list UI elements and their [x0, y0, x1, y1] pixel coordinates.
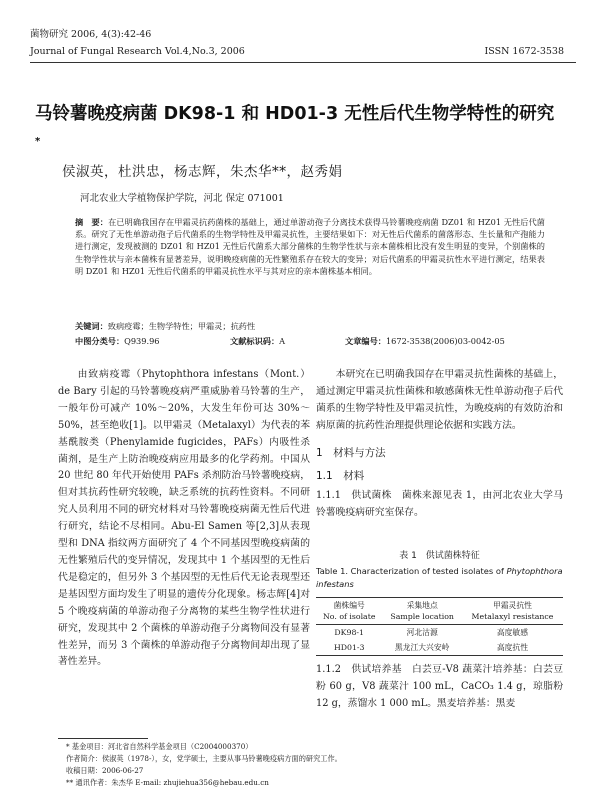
section-1-1-1-text: 菌株来源见表 1，由河北农业大学马铃薯晚疫病研究室保存。 [316, 490, 563, 519]
table-caption-en [316, 565, 563, 590]
table-caption-en-prefix: Table 1. Characterization of tested isolates of [316, 566, 507, 576]
article-number [345, 336, 505, 347]
footnote-received: 收稿日期：2006-06-27 [66, 766, 144, 775]
footnote-rule [58, 738, 148, 739]
article-value: 1672-3538(2006)03-0042-05 [385, 336, 505, 346]
clc-number [75, 336, 160, 347]
intro-paragraph: 由致病疫霉（Phytophthora infestans（Mont.）de Bary 引起的马铃薯晚疫病严重威胁着马铃薯的生产，一般年份可减产 10%～20%，大发生年份可达 30%～50%，甚至绝收[1]。以甲霜灵（Metalaxyl）为代表的苯基酰胺类（Phenylamide fugicides，PAFs）内吸性杀菌剂，是生产上防治晚疫病应用最多的化学药剂。中国从 20 世纪 80 年代开始使用 PAFs 杀剂防治马铃薯晚疫病，但对其抗药性研究较晚，缺乏系统的抗药性资料。不同研究人员利用不同的研究材料对马铃薯晚疫病菌无性后代进行研究，结论不尽相同。Abu-El Samen 等[2,3]从表现型和 DNA 指纹两方面研究了 4 个不同基因型晚疫病菌的无性繁殖后代的变异情况，发现其中 1 个基因型的无性后代是稳定的，但另外 3 个基因型的无性后代无论表现型还是基因型方面均发生了明显的遗传分化现象。杨志辉[4]对 5 个晚疫病菌的单游动孢子分离物的某些生物学性状进行研究，发现其中 2 个菌株的单游动孢子分离物间没有显著性差异，而另 3 个菌株的单游动孢子分离物间却出现了显著性差异。 [58, 369, 310, 668]
abstract-label: 摘 要： [75, 217, 109, 227]
keywords [75, 321, 545, 332]
table-caption-en-species: Phytophthora infestans [316, 566, 563, 589]
paper-title [35, 100, 555, 160]
document-code [230, 336, 285, 347]
doc-label: 文献标识码： [230, 336, 280, 346]
table-caption-cn: 表 1 供试菌株特征 [399, 551, 480, 561]
table-header: 采集地点 [382, 598, 461, 612]
author-list: 侯淑英，杜洪忠，杨志辉，朱杰华**，赵秀娟 [62, 164, 343, 180]
table-cell: DK98-1 [334, 628, 365, 637]
section-1-1-2-text: 白芸豆-V8 蔬菜汁培养基：白芸豆粉 60 g，V8 蔬菜汁 100 mL，CaCO₃ 1.4 g，琼脂粉 12 g，蒸馏水 1 000 mL。黑麦培养基：黑麦 [316, 664, 564, 709]
section-1-1-2-label: 1.1.2 供试培养基 [316, 664, 402, 675]
table-cell: 高度敏感 [496, 628, 529, 637]
isolate-table [316, 597, 563, 656]
section-heading-1: 1 材料与方法 [316, 446, 386, 459]
table-header: Metalaxyl resistance [462, 611, 563, 625]
section-heading-1-1: 1.1 材料 [316, 469, 365, 482]
section-1-1-1 [316, 488, 563, 522]
footnote-corresponding: ** 通讯作者：朱杰华 E-mail: zhujiehua356@hebau.edu.cn [66, 778, 269, 787]
body-right-column [316, 367, 563, 522]
intro-paragraph-2: 本研究在已明确我国存在甲霜灵抗性菌株的基础上，通过测定甲霜灵抗性菌株和敏感菌株无性单游动孢子后代菌系的生物学特性及甲霜灵抗性，为晚疫病的有效防治和病原菌的抗药性治理提供理论依据和实践方法。 [316, 369, 563, 431]
clc-value: Q939.96 [124, 336, 160, 346]
section-1-1-2 [316, 662, 563, 713]
article-label: 文章编号： [345, 336, 386, 346]
table-header: 菌株编号 [316, 598, 382, 612]
paper-title-text: 马铃薯晚疫病菌 DK98-1 和 HD01-3 无性后代生物学特性的研究 [35, 104, 555, 124]
table-cell: 河北沽源 [406, 628, 438, 637]
journal-header-cn: 菌物研究 2006, 4(3):42-46 [30, 29, 152, 40]
doc-value: A [279, 336, 286, 346]
body-left-column [58, 367, 310, 671]
header-rule [30, 62, 576, 63]
footnote-funding: * 基金项目：河北省自然科学基金项目（C2004000370） [66, 742, 253, 751]
table-cell: HD01-3 [316, 640, 382, 656]
abstract-text: 在已明确我国存在甲霜灵抗药菌株的基础上，通过单游动孢子分离技术获得马铃薯晚疫病菌 DZ01 和 HZ01 无性后代菌系。研究了无性单游动孢子后代菌系的生物学特性及甲霜灵抗性，主要结果如下：对无性后代菌系的菌落形态、生长量和产孢能力进行测定，发现被测的 DZ01 和 HZ01 无性后代菌系大部分菌株的生物学性状与亲本菌株相比没有发生明显的变异，个别菌株的生物学性状与亲本菌株有显著差异，说明晚疫病菌的无性繁殖系存在较大的变异；对后代菌系的甲霜灵抗性水平进行测定，结果表明 DZ01 和 HZ01 无性后代菌系的甲霜灵抗性水平与其对应的亲本菌株基本相同。 [75, 217, 545, 276]
affiliation: 河北农业大学植物保护学院，河北 保定 071001 [80, 193, 284, 204]
title-footnote-mark: * [35, 136, 41, 147]
section-1-1-1-label: 1.1.1 供试菌株 [316, 490, 392, 502]
keywords-text: 致病疫霉；生物学特性；甲霜灵；抗药性 [107, 321, 256, 331]
table-cell: 黑龙江大兴安岭 [382, 640, 461, 656]
table-row [316, 625, 563, 641]
clc-label: 中图分类号： [75, 336, 125, 346]
abstract [75, 216, 545, 277]
table-header: No. of isolate [316, 611, 382, 625]
table-row [316, 640, 563, 656]
table-header: Sample location [382, 611, 461, 625]
keywords-label: 关键词： [75, 321, 108, 331]
table-cell: 高度抗性 [462, 640, 563, 656]
issn: ISSN 1672-3538 [484, 46, 564, 57]
table-header: 甲霜灵抗性 [462, 598, 563, 612]
section-1-1-2-paragraph [316, 662, 563, 713]
footnote-author-bio: 作者简介：侯淑英（1978-），女，党学硕士，主要从事马铃薯晚疫病方面的研究工作。 [66, 754, 342, 763]
journal-header-en: Journal of Fungal Research Vol.4,No.3, 2006 [30, 46, 245, 57]
